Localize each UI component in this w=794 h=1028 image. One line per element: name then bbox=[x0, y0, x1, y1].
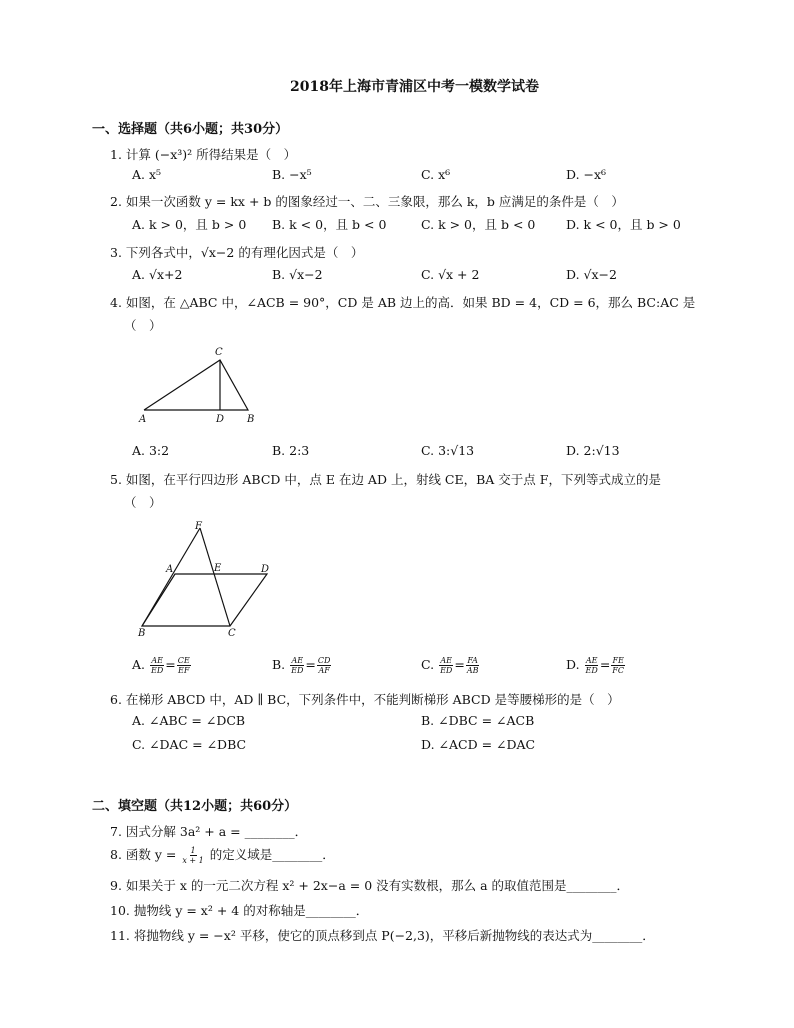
question-1: 1. 计算 (−x³)² 所得结果是（ ） bbox=[110, 147, 297, 162]
q4-label-d: D bbox=[216, 414, 225, 425]
q6-option-a: A. ∠ABC = ∠DCB bbox=[132, 713, 246, 728]
q5-parallelogram-abcd bbox=[142, 574, 267, 626]
q8-suffix: 的定义域是________． bbox=[209, 847, 335, 862]
q5-ray-ce bbox=[200, 528, 230, 626]
q5-d-lhs-den: ED bbox=[585, 666, 598, 675]
q5-label-a: A bbox=[166, 564, 174, 575]
question-6: 6. 在梯形 ABCD 中，AD ∥ BC，下列条件中，不能判断梯形 ABCD 是等腰梯形的是（ ） bbox=[110, 692, 620, 707]
q8-prefix: 8. 函数 y = bbox=[110, 847, 177, 862]
question-5-bracket: （ ） bbox=[124, 495, 162, 510]
q5-option-c-letter: C. bbox=[421, 657, 435, 672]
q4-label-a: A bbox=[139, 414, 147, 425]
q5-label-d: D bbox=[261, 564, 270, 575]
q3-option-c: C. √x + 2 bbox=[421, 267, 480, 282]
q2-option-c: C. k > 0，且 b < 0 bbox=[421, 217, 536, 232]
section-fill-heading: 二、填空题（共12小题；共60分） bbox=[92, 799, 298, 814]
q5-ray-ba bbox=[142, 528, 200, 626]
q1-option-d: D. −x⁶ bbox=[566, 167, 607, 182]
q5-option-b-letter: B. bbox=[272, 657, 286, 672]
q8-fraction bbox=[181, 846, 204, 865]
q5-label-c: C bbox=[228, 628, 236, 639]
q2-option-d: D. k < 0，且 b > 0 bbox=[566, 217, 681, 232]
q3-option-a: A. √x+2 bbox=[132, 267, 183, 282]
q1-option-b: B. −x⁵ bbox=[272, 167, 312, 182]
q5-d-lhs-num: AE bbox=[585, 656, 598, 665]
q5-c-lhs bbox=[439, 656, 453, 675]
q5-a-rhs-num: CE bbox=[177, 656, 190, 665]
q5-option-a: A. $\frac{AE}{ED}$ = $\frac{CE}{EF}$ bbox=[132, 656, 190, 675]
q5-parallelogram-figure bbox=[130, 518, 280, 643]
q5-a-lhs-num: AE bbox=[151, 656, 163, 665]
question-4-bracket: （ ） bbox=[124, 318, 162, 333]
q5-a-lhs bbox=[150, 656, 164, 675]
q5-c-lhs-den: ED bbox=[440, 666, 453, 675]
question-8 bbox=[110, 845, 335, 865]
q5-option-a-letter: A. bbox=[132, 657, 146, 672]
question-2: 2. 如果一次函数 y = kx + b 的图象经过一、二、三象限，那么 k，b 应满足的条件是（ ） bbox=[110, 194, 624, 209]
q5-b-rhs bbox=[317, 656, 332, 675]
q5-b-rhs-den: AF bbox=[318, 666, 330, 675]
question-3: 3. 下列各式中，√x−2 的有理化因式是（ ） bbox=[110, 245, 364, 260]
q5-a-rhs bbox=[177, 656, 191, 675]
q4-option-c: C. 3:√13 bbox=[421, 443, 475, 458]
q8-numerator: 1 bbox=[190, 846, 196, 855]
q5-option-d: D. $\frac{AE}{ED}$ = $\frac{FE}{FC}$ bbox=[566, 656, 624, 675]
q5-c-rhs-den: AB bbox=[466, 666, 479, 675]
question-5: 5. 如图，在平行四边形 ABCD 中，点 E 在边 AD 上，射线 CE，BA 交于点 F，下列等式成立的是 bbox=[110, 472, 661, 487]
q2-option-b: B. k < 0，且 b < 0 bbox=[272, 217, 387, 232]
q5-option-c: C. $\frac{AE}{ED}$ = $\frac{FA}{AB}$ bbox=[421, 656, 479, 675]
question-4: 4. 如图，在 △ABC 中，∠ACB = 90°，CD 是 AB 边上的高．如果 BD = 4，CD = 6，那么 BC:AC 是 bbox=[110, 295, 696, 310]
q4-option-a: A. 3:2 bbox=[132, 443, 170, 458]
q4-label-c: C bbox=[215, 347, 223, 358]
q5-option-d-letter: D. bbox=[566, 657, 580, 672]
q8-denominator: x + 1 bbox=[182, 856, 204, 865]
q5-b-lhs bbox=[290, 656, 304, 675]
q6-option-d: D. ∠ACD = ∠DAC bbox=[421, 737, 536, 752]
question-11: 11. 将抛物线 y = −x² 平移，使它的顶点移到点 P(−2,3)，平移后新抛物线的表达式为________． bbox=[110, 928, 655, 943]
q5-a-rhs-den: EF bbox=[178, 666, 190, 675]
q5-b-lhs-num: AE bbox=[291, 656, 304, 665]
q4-option-b: B. 2:3 bbox=[272, 443, 310, 458]
q6-option-c: C. ∠DAC = ∠DBC bbox=[132, 737, 247, 752]
q1-option-c: C. x⁶ bbox=[421, 167, 451, 182]
section-choice-heading: 一、选择题（共6小题；共30分） bbox=[92, 122, 289, 137]
q5-label-b: B bbox=[138, 628, 146, 639]
q4-triangle-figure bbox=[130, 342, 270, 428]
q5-d-rhs-num: FE bbox=[612, 656, 624, 665]
q5-c-rhs bbox=[466, 656, 480, 675]
q5-b-rhs-num: CD bbox=[317, 656, 331, 665]
q5-c-rhs-num: FA bbox=[467, 656, 478, 665]
q5-d-lhs bbox=[585, 656, 599, 675]
q3-option-b: B. √x−2 bbox=[272, 267, 323, 282]
q5-d-rhs bbox=[611, 656, 625, 675]
question-10: 10. 抛物线 y = x² + 4 的对称轴是________． bbox=[110, 903, 369, 918]
q5-label-e: E bbox=[214, 563, 222, 574]
q4-option-d: D. 2:√13 bbox=[566, 443, 620, 458]
q5-option-b: B. $\frac{AE}{ED}$ = $\frac{CD}{AF}$ bbox=[272, 656, 331, 675]
page-title: 2018年上海市青浦区中考一模数学试卷 bbox=[290, 79, 539, 95]
q6-option-b: B. ∠DBC = ∠ACB bbox=[421, 713, 535, 728]
q4-triangle-sides bbox=[144, 360, 248, 410]
q1-option-a: A. x⁵ bbox=[132, 167, 162, 182]
q5-label-f: F bbox=[195, 521, 202, 532]
question-9: 9. 如果关于 x 的一元二次方程 x² + 2x−a = 0 没有实数根，那么 a 的取值范围是________． bbox=[110, 878, 630, 893]
q5-a-lhs-den: ED bbox=[151, 666, 164, 675]
q3-option-d: D. √x−2 bbox=[566, 267, 617, 282]
q5-c-lhs-num: AE bbox=[440, 656, 453, 665]
question-7: 7. 因式分解 3a² + a = ________． bbox=[110, 824, 308, 839]
q4-label-b: B bbox=[247, 414, 255, 425]
q5-b-lhs-den: ED bbox=[291, 666, 304, 675]
q5-d-rhs-den: FC bbox=[612, 666, 624, 675]
q2-option-a: A. k > 0，且 b > 0 bbox=[132, 217, 247, 232]
